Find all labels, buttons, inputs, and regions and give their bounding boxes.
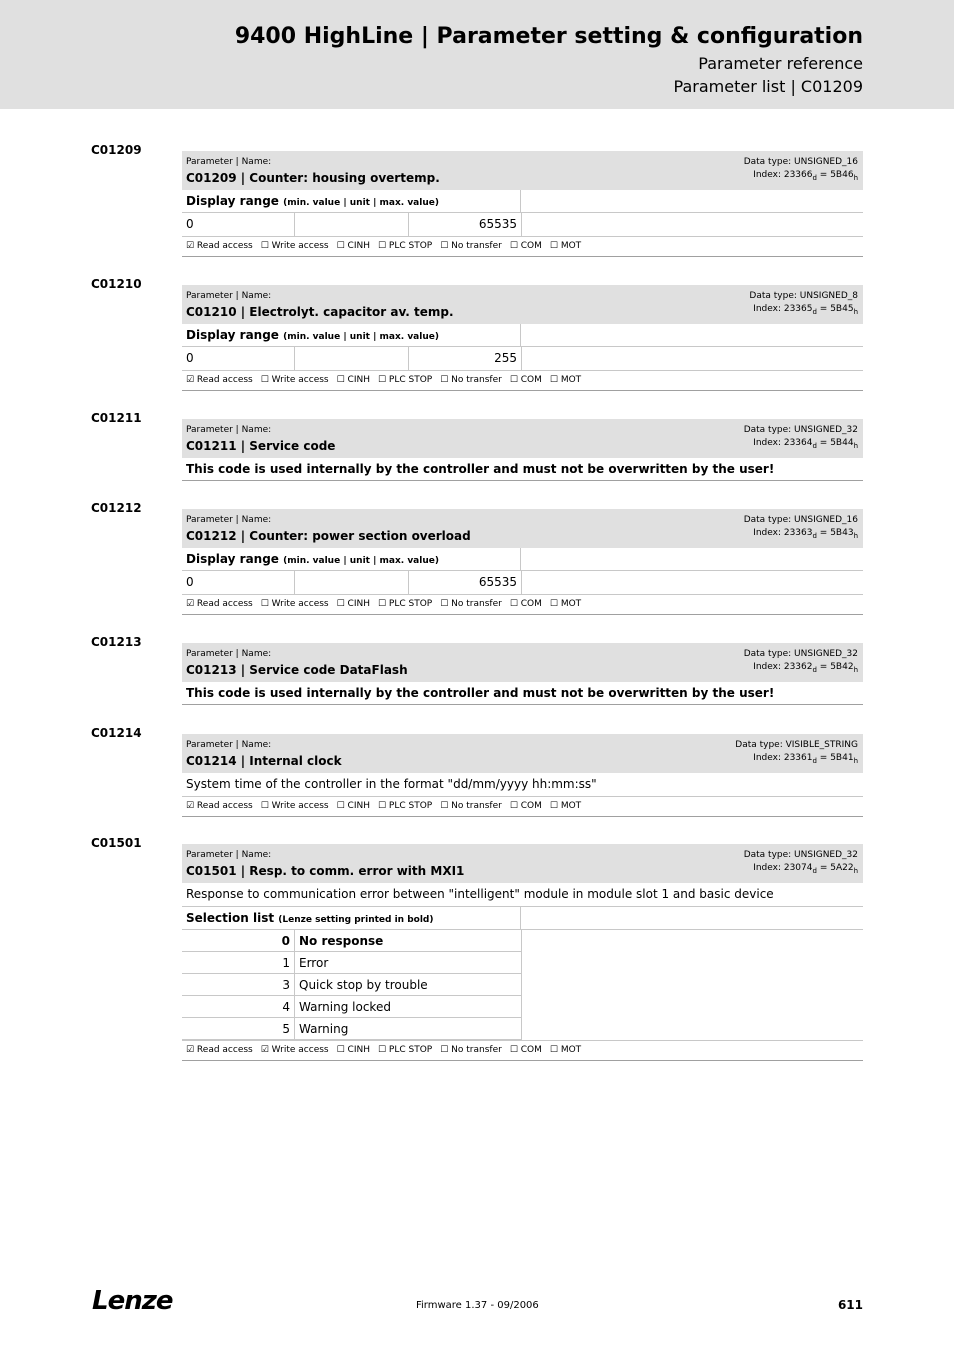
lenze-logo: Lenze [92,1286,173,1316]
page-header [0,0,954,109]
param-description: System time of the controller in the format "dd/mm/yyyy hh:mm:ss" [182,773,863,797]
option-value: 1 [182,952,295,973]
access-flags: ☑ Read access ☐ Write access ☐ CINH ☐ PLC STOP ☐ No transfer ☐ COM ☐ MOT [182,595,863,615]
param-name: C01211 | Service code [186,439,336,453]
param-description: Response to communication error between "intelligent" module in module slot 1 and basic device [182,883,863,907]
param-name: C01501 | Resp. to comm. error with MXI1 [186,864,465,878]
data-type: Data type: UNSIGNED_32 [743,850,858,860]
data-type: Data type: VISIBLE_STRING [735,740,858,750]
access-flags: ☑ Read access ☐ Write access ☐ CINH ☐ PLC STOP ☐ No transfer ☐ COM ☐ MOT [182,371,863,391]
option-label: No response [295,930,522,951]
data-type: Data type: UNSIGNED_8 [749,291,858,301]
internal-use-warning: This code is used internally by the controller and must not be overwritten by the user! [182,458,863,481]
param-header [182,285,863,324]
param-label: Parameter | Name: [186,740,272,750]
list-item [182,1018,522,1040]
unit-value [295,213,409,236]
max-value: 255 [409,347,522,370]
firmware-version: Firmware 1.37 - 09/2006 [416,1300,539,1311]
param-index: Index: $23364_d = 5B44_h$ [753,438,858,450]
display-range-values [182,347,863,371]
display-range-header: Display range (min. value | unit | max. value) [182,548,863,571]
param-block-c01214 [182,734,863,817]
list-item [182,930,522,952]
code-label-c01209: C01209 [91,143,142,157]
param-index: Index: $23361_d = 5B41_h$ [753,753,858,765]
param-label: Parameter | Name: [186,157,272,167]
data-type: Data type: UNSIGNED_16 [743,157,858,167]
param-label: Parameter | Name: [186,515,272,525]
param-label: Parameter | Name: [186,425,272,435]
param-block-c01213 [182,643,863,705]
code-label-c01501: C01501 [91,836,142,850]
display-range-values [182,571,863,595]
param-header [182,419,863,458]
min-value: 0 [182,213,295,236]
param-index: Index: $23365_d = 5B45_h$ [753,304,858,316]
display-range-header: Display range (min. value | unit | max. value) [182,190,863,213]
param-index: Index: $23362_d = 5B42_h$ [753,662,858,674]
list-item [182,974,522,996]
min-value: 0 [182,571,295,594]
access-flags: ☑ Read access ☑ Write access ☐ CINH ☐ PLC STOP ☐ No transfer ☐ COM ☐ MOT [182,1040,863,1061]
option-value: 3 [182,974,295,995]
display-range-values [182,213,863,237]
param-index: Index: $23074_d = 5A22_h$ [753,863,858,875]
option-value: 4 [182,996,295,1017]
option-label: Warning [295,1018,522,1039]
param-block-c01211 [182,419,863,481]
param-header [182,643,863,682]
param-label: Parameter | Name: [186,649,272,659]
unit-value [295,347,409,370]
display-range-header: Display range (min. value | unit | max. value) [182,324,863,347]
list-item [182,952,522,974]
option-label: Quick stop by trouble [295,974,522,995]
access-flags: ☑ Read access ☐ Write access ☐ CINH ☐ PLC STOP ☐ No transfer ☐ COM ☐ MOT [182,237,863,257]
option-label: Error [295,952,522,973]
selection-list [182,930,522,1040]
option-value: 5 [182,1018,295,1039]
internal-use-warning: This code is used internally by the controller and must not be overwritten by the user! [182,682,863,705]
selection-list-header: Selection list (Lenze setting printed in bold) [182,907,863,930]
code-label-c01211: C01211 [91,411,142,425]
param-block-c01212 [182,509,863,615]
code-label-c01213: C01213 [91,635,142,649]
min-value: 0 [182,347,295,370]
param-label: Parameter | Name: [186,291,272,301]
param-header [182,509,863,548]
subsection-title: Parameter list | C01209 [673,77,863,96]
param-name: C01209 | Counter: housing overtemp. [186,171,440,185]
param-block-c01210 [182,285,863,391]
param-header [182,844,863,883]
page-number: 611 [837,1298,863,1312]
data-type: Data type: UNSIGNED_16 [743,515,858,525]
param-name: C01212 | Counter: power section overload [186,529,471,543]
option-label: Warning locked [295,996,522,1017]
param-header [182,151,863,190]
document-title: 9400 HighLine | Parameter setting & configuration [234,24,863,49]
list-item [182,996,522,1018]
code-label-c01212: C01212 [91,501,142,515]
data-type: Data type: UNSIGNED_32 [743,425,858,435]
max-value: 65535 [409,571,522,594]
param-name: C01214 | Internal clock [186,754,342,768]
unit-value [295,571,409,594]
option-value: 0 [182,930,295,951]
param-index: Index: $23363_d = 5B43_h$ [753,528,858,540]
max-value: 65535 [409,213,522,236]
param-name: C01213 | Service code DataFlash [186,663,408,677]
param-header [182,734,863,773]
access-flags: ☑ Read access ☐ Write access ☐ CINH ☐ PLC STOP ☐ No transfer ☐ COM ☐ MOT [182,797,863,817]
param-index: Index: $23366_d = 5B46_h$ [753,170,858,182]
code-label-c01214: C01214 [91,726,142,740]
section-title: Parameter reference [698,54,863,73]
data-type: Data type: UNSIGNED_32 [743,649,858,659]
param-name: C01210 | Electrolyt. capacitor av. temp. [186,305,454,319]
param-label: Parameter | Name: [186,850,272,860]
code-label-c01210: C01210 [91,277,142,291]
param-block-c01501 [182,844,863,1061]
param-block-c01209 [182,151,863,257]
